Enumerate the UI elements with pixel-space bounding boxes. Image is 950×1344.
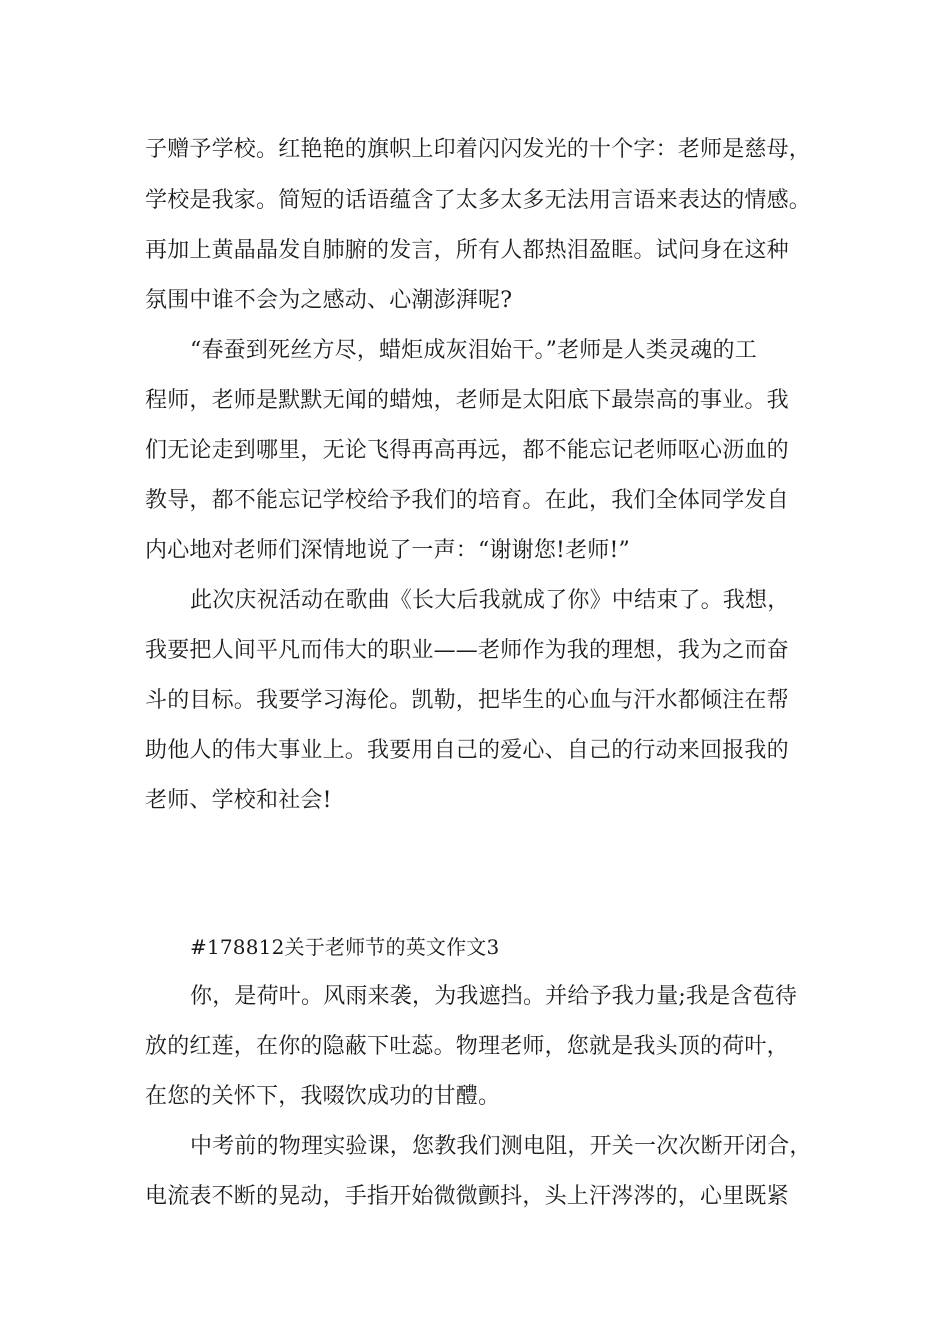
paragraph-3-line-1: 此次庆祝活动在歌曲《长大后我就成了你》中结束了。我想， <box>190 588 790 613</box>
paragraph-2-line-5: 内心地对老师们深情地说了一声：“谢谢您!老师!” <box>145 538 630 563</box>
paragraph-2-line-4: 教导，都不能忘记学校给予我们的培育。在此，我们全体同学发自 <box>145 488 789 513</box>
paragraph-3-line-5: 老师、学校和社会! <box>145 788 332 813</box>
section-paragraph-1-line-1: 你，是荷叶。风雨来袭，为我遮挡。并给予我力量;我是含苞待 <box>190 984 798 1009</box>
paragraph-1-line-2: 学校是我家。简短的话语蕴含了太多太多无法用言语来表达的情感。 <box>145 188 812 213</box>
paragraph-3-line-3: 斗的目标。我要学习海伦。凯勒，把毕生的心血与汗水都倾注在帮 <box>145 688 789 713</box>
paragraph-2-line-2: 程师，老师是默默无闻的蜡烛，老师是太阳底下最崇高的事业。我 <box>145 388 789 413</box>
section-paragraph-1-line-3: 在您的关怀下，我啜饮成功的甘醴。 <box>145 1084 501 1109</box>
paragraph-1-line-3: 再加上黄晶晶发自肺腑的发言，所有人都热泪盈眶。试问身在这种 <box>145 238 789 263</box>
paragraph-3-line-4: 助他人的伟大事业上。我要用自己的爱心、自己的行动来回报我的 <box>145 738 789 763</box>
section-heading: #178812关于老师节的英文作文3 <box>190 935 500 959</box>
paragraph-1-line-4: 氛围中谁不会为之感动、心潮澎湃呢? <box>145 288 513 313</box>
paragraph-1-line-1: 子赠予学校。红艳艳的旗帜上印着闪闪发光的十个字：老师是慈母， <box>145 137 812 162</box>
paragraph-3-line-2: 我要把人间平凡而伟大的职业——老师作为我的理想，我为之而奋 <box>145 638 789 663</box>
paragraph-2-line-3: 们无论走到哪里，无论飞得再高再远，都不能忘记老师呕心沥血的 <box>145 438 789 463</box>
section-paragraph-2-line-2: 电流表不断的晃动，手指开始微微颤抖，头上汗涔涔的，心里既紧 <box>145 1184 789 1209</box>
section-paragraph-1-line-2: 放的红莲，在你的隐蔽下吐蕊。物理老师，您就是我头顶的荷叶， <box>145 1034 789 1059</box>
paragraph-2-line-1: “春蚕到死丝方尽，蜡炬成灰泪始干。”老师是人类灵魂的工 <box>190 338 757 363</box>
section-paragraph-2-line-1: 中考前的物理实验课，您教我们测电阻，开关一次次断开闭合， <box>190 1134 812 1159</box>
